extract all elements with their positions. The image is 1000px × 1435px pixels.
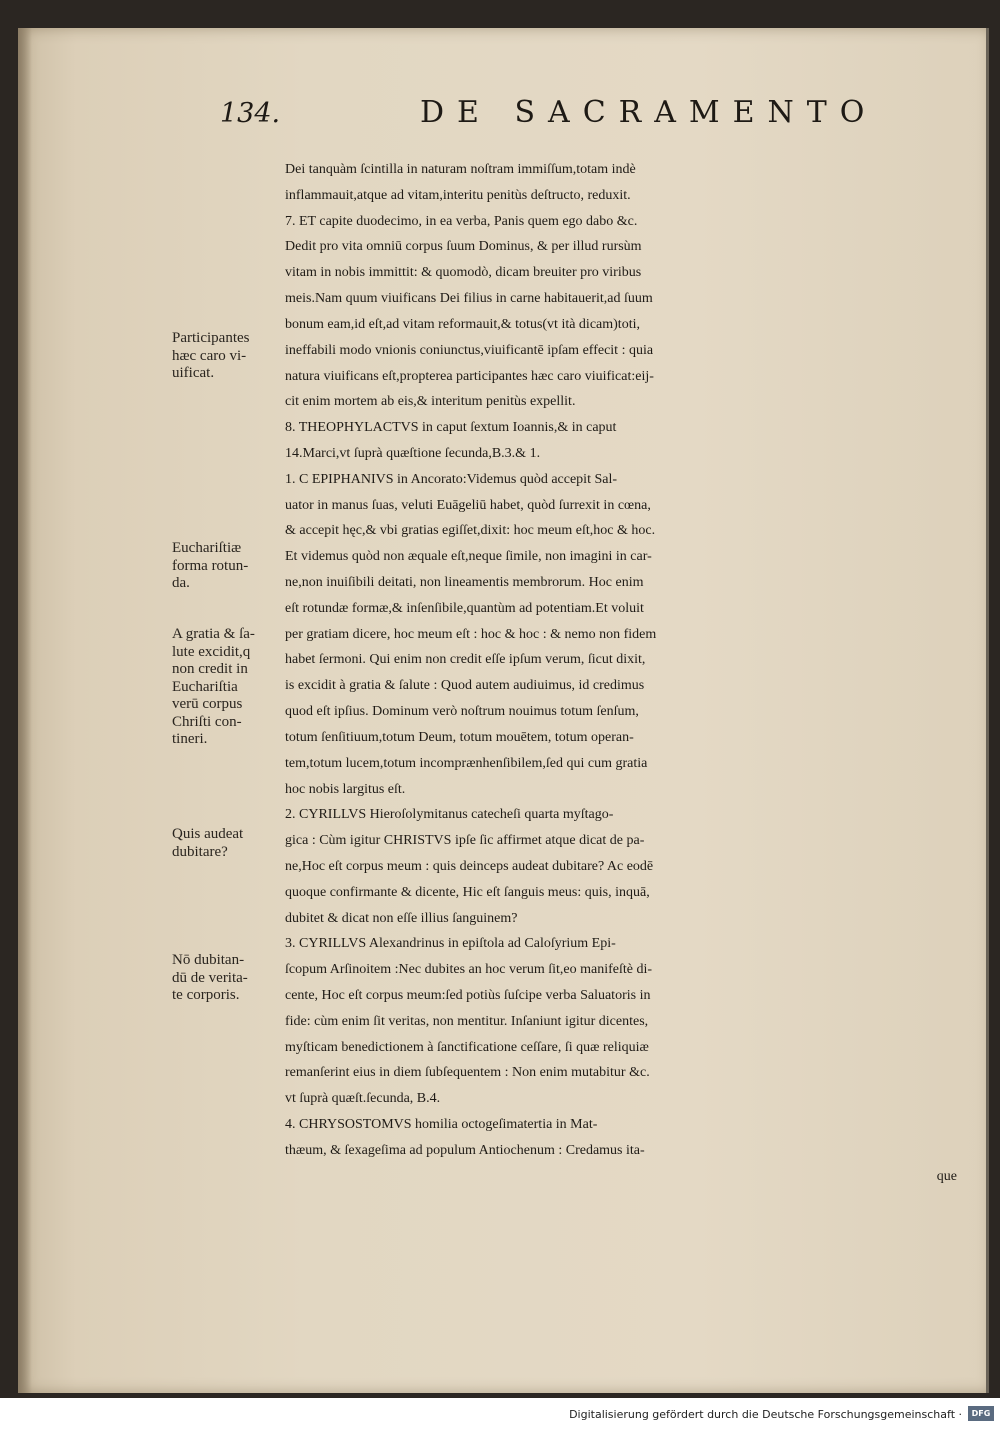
text-line: thæum, & ſexageſima ad populum Antiochenum : Credamus ita- [285,1142,645,1158]
text-line: quoque confirmante & dicente, Hic eſt ſanguis meus: quis, inquā, [285,884,650,900]
margin-note: Quis audeat dubitare? [172,826,244,860]
text-line: totum ſenſitiuum,totum Deum, totum mouētem, totum operan- [285,729,634,745]
text-line: meis.Nam quum viuificans Dei filius in carne habitauerit,ad ſuum [285,291,653,307]
text-line: vt ſuprà quæſt.ſecunda, B.4. [285,1091,441,1107]
margin-note: Participantes hæc caro vi- uificat. [172,330,250,381]
text-line: Dedit pro vita omniū corpus ſuum Dominus, & per illud rursùm [285,239,642,255]
text-line: remanſerint eius in diem ſubſequentem : Non enim mutabitur &c. [285,1065,650,1081]
margin-note: Nō dubitan- dū de verita- te corporis. [172,952,248,1003]
dfg-logo: DFG [968,1406,994,1421]
running-title: DE SACRAMENTO [420,95,878,130]
text-line: natura viuificans eſt,propterea participantes hæc caro viuificat:eij- [285,368,654,384]
text-line: cente, Hoc eſt corpus meum:ſed potiùs ſuſcipe verba Saluatoris in [285,988,651,1003]
text-line: Dei tanquàm ſcintilla in naturam noſtram immiſſum,totam indè [285,162,636,177]
text-line: 3. CYRILLVS Alexandrinus in epiſtola ad Caloſyrium Epi- [285,936,616,952]
text-line: hoc nobis largitus eſt. [285,781,406,797]
text-line: ne,non inuiſibili deitati, non lineamentis membrorum. Hoc enim [285,575,644,590]
text-line: gica : Cùm igitur CHRISTVS ipſe ſic affirmet atque dicat de pa- [285,833,645,849]
text-line: bonum eam,id eſt,ad vitam reformauit,& totus(vt ità dicam)toti, [285,316,640,332]
text-line: 8. THEOPHYLACTVS in caput ſextum Ioannis,& in caput [285,420,617,436]
footer-strip [0,1398,1000,1435]
text-line: habet ſermoni. Qui enim non credit eſſe ipſum verum, ſicut dixit, [285,652,646,668]
text-line: que [936,1168,957,1184]
text-line: fide: cùm enim ſit veritas, non mentitur. Inſaniunt igitur dicentes, [285,1013,649,1029]
text-line: 2. CYRILLVS Hieroſolymitanus catecheſi quarta myſtago- [285,807,614,823]
margin-note: Euchariſtiæ forma rotun- da. [172,540,249,591]
text-line: ineffabili modo vnionis coniunctus,viuificantē ipſam effecit : quia [285,342,654,358]
text-line: & accepit hęc,& vbi gratias egiſſet,dixit: hoc meum eſt,hoc & hoc. [285,523,656,539]
text-line: 4. CHRYSOSTOMVS homilia octogeſimatertia in Mat- [285,1117,598,1133]
text-line: tem,totum lucem,totum incomprænhenſibilem,ſed qui cum gratia [285,755,648,771]
text-line: dubitet & dicat non eſſe illius ſanguinem? [285,910,518,926]
text-line: ſcopum Arſinoitem :Nec dubites an hoc verum ſit,eo manifeſtè di- [285,962,653,978]
margin-note: A gratia & ſa- lute excidit,q non credit in Euchariſtia verū corpus Chriſti con- tineri. [172,626,255,747]
text-line: 14.Marci,vt ſuprà quæſtione ſecunda,B.3.& 1. [285,445,541,461]
text-line: eſt rotundæ formæ,& inſenſibile,quantùm ad potentiam.Et voluit [285,600,644,616]
text-line: uator in manus ſuas, veluti Euāgeliū habet, quòd ſurrexit in cœna, [285,497,651,513]
text-line: cit enim mortem ab eis,& interitum penitùs expellit. [285,394,576,410]
text-line: is excidit à gratia & ſalute : Quod autem audiuimus, id credimus [285,678,645,694]
text-line: Et videmus quòd non æquale eſt,neque ſimile, non imagini in car- [285,549,652,565]
text-line: inflammauit,atque ad vitam,interitu penitùs deſtructo, reduxit. [285,187,631,203]
text-line: 7. ET capite duodecimo, in ea verba, Panis quem ego dabo &c. [285,213,638,229]
funding-credit: Digitalisierung gefördert durch die Deutsche Forschungsgemeinschaft · [569,1408,962,1421]
page-number: 134. [220,98,281,129]
text-line: myſticam benedictionem à ſanctificatione ceſſare, ſi quæ reliquiæ [285,1039,649,1055]
text-line: ne,Hoc eſt corpus meum : quis deinceps audeat dubitare? Ac eodē [285,858,654,874]
text-line: vitam in nobis immittit: & quomodò, dicam breuiter pro viribus [285,265,642,281]
text-line: quod eſt ipſius. Dominum verò noſtrum nouimus totum ſenſum, [285,704,639,720]
main-text [285,157,963,1190]
text-line: 1. C EPIPHANIVS in Ancorato:Videmus quòd accepit Sal- [285,471,618,487]
text-line: per gratiam dicere, hoc meum eſt : hoc & hoc : & nemo non fidem [285,626,657,642]
